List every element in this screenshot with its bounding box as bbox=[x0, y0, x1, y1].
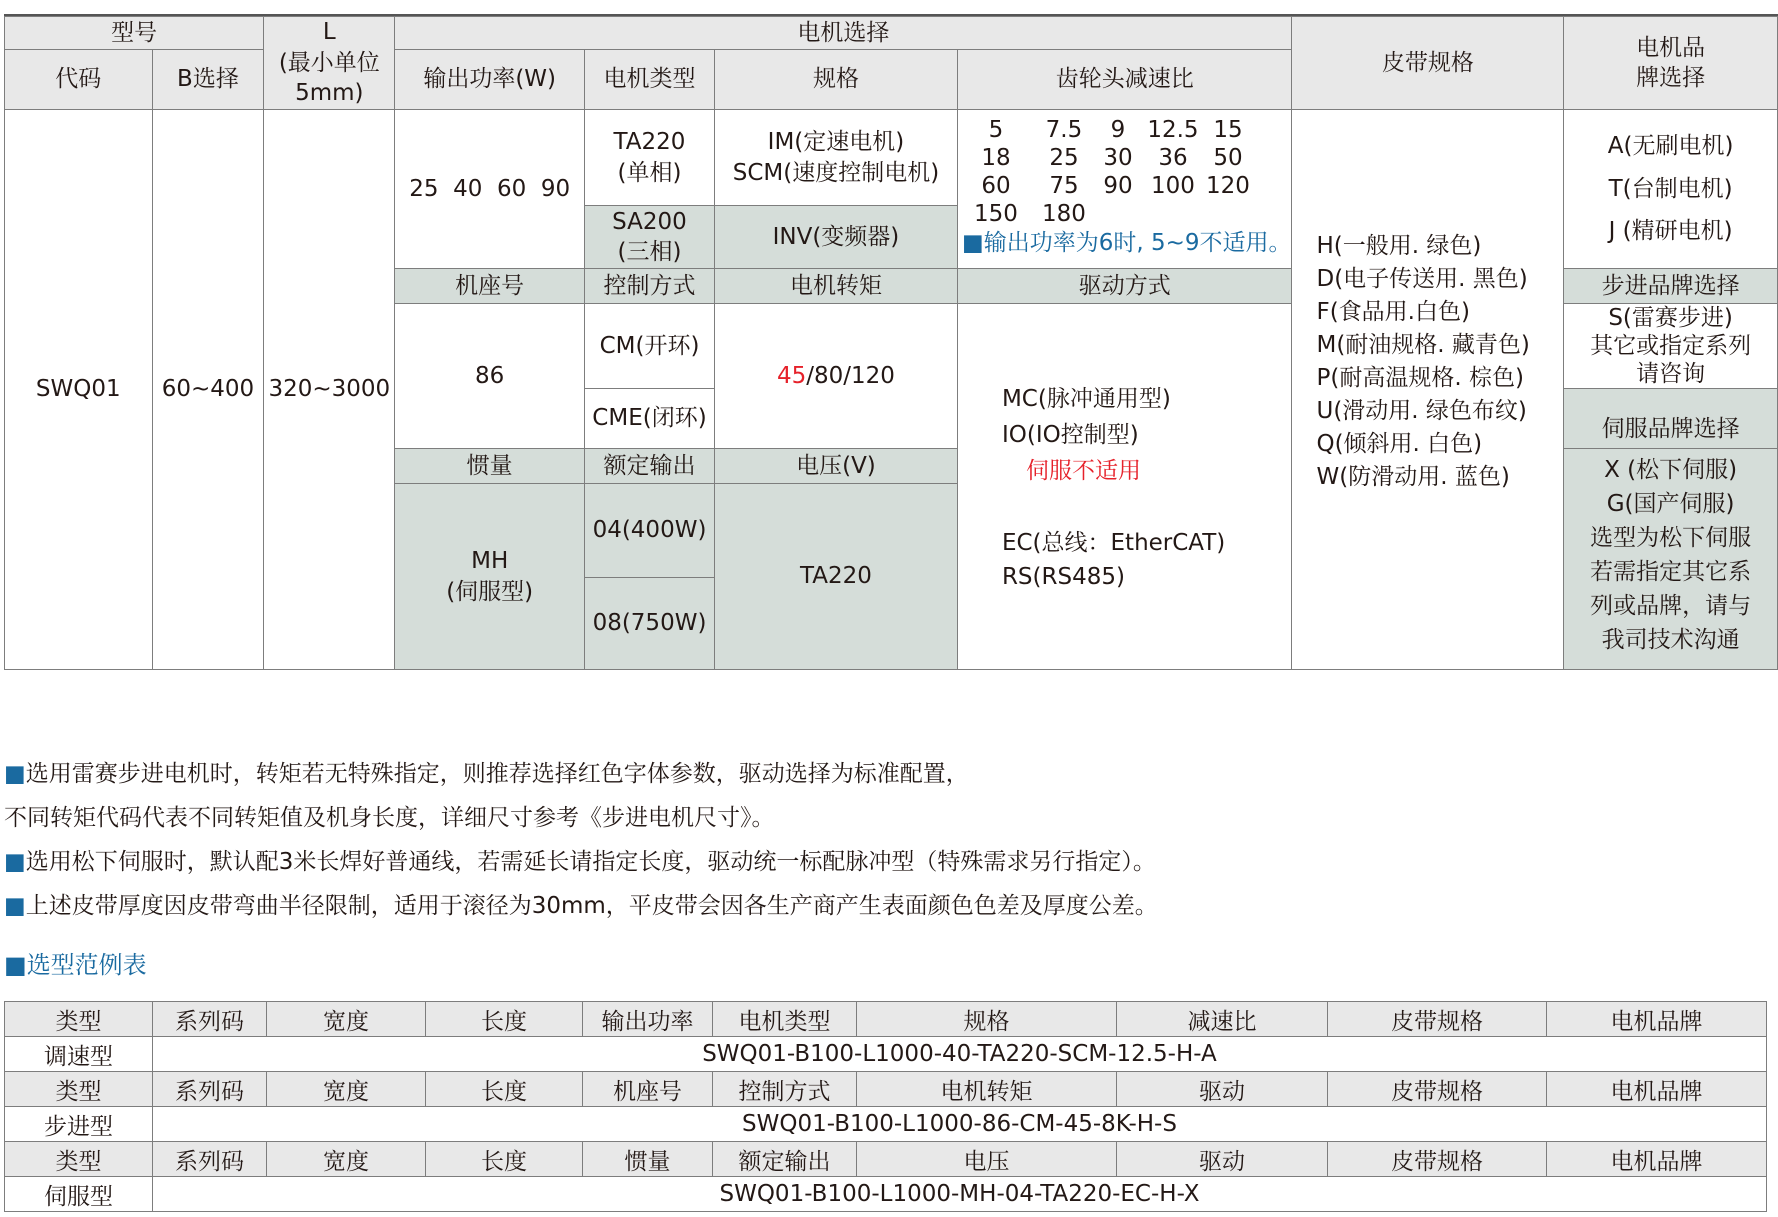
example-header-cell: 电机类型 bbox=[713, 1002, 857, 1037]
example-header-cell: 驱动 bbox=[1117, 1142, 1328, 1177]
belt-item: H(一般用. 绿色) bbox=[1316, 233, 1482, 259]
mh-desc: (伺服型) bbox=[446, 578, 534, 605]
mh-label: MH bbox=[471, 548, 509, 575]
example-header-1 bbox=[5, 1002, 1767, 1037]
gear-ratio-value: 15 bbox=[1213, 117, 1243, 143]
gear-ratio-grid bbox=[958, 116, 1292, 228]
note-2-mark: ■ bbox=[4, 849, 26, 875]
example-code: SWQ01-B100-L1000-40-TA220-SCM-12.5-H-A bbox=[153, 1037, 1767, 1072]
l-range-cell: 320~3000 bbox=[264, 110, 395, 670]
ta220-cell bbox=[585, 110, 715, 206]
belt-item: P(耐高温规格. 棕色) bbox=[1316, 365, 1524, 391]
inv-cell: INV(变频器) bbox=[714, 206, 957, 269]
example-title bbox=[4, 945, 147, 980]
b-range-cell: 60~400 bbox=[152, 110, 264, 670]
gear-ratio-value: 36 bbox=[1158, 145, 1188, 171]
servo-brand-line4: 若需指定其它系 bbox=[1590, 559, 1752, 585]
header-motor-type: 电机类型 bbox=[585, 50, 715, 110]
note-1-text: 选用雷赛步进电机时，转矩若无特殊指定，则推荐选择红色字体参数，驱动选择为标准配置， bbox=[25, 761, 969, 787]
stepper-brand-line1: S(雷赛步进) bbox=[1608, 305, 1733, 331]
example-title-mark: ■ bbox=[4, 951, 27, 979]
example-type: 调速型 bbox=[5, 1037, 153, 1072]
example-header-cell: 宽度 bbox=[267, 1072, 426, 1107]
brand-j: J (精研电机) bbox=[1608, 218, 1733, 245]
power-cell: 25 40 60 90 bbox=[395, 110, 585, 269]
brand-cell bbox=[1564, 110, 1778, 269]
gear-ratio-value: 9 bbox=[1110, 117, 1126, 143]
im-label: IM(定速电机) bbox=[767, 129, 905, 156]
example-header-cell: 控制方式 bbox=[713, 1072, 857, 1107]
gear-ratio-value: 12.5 bbox=[1147, 117, 1199, 143]
gear-ratio-value: 180 bbox=[1042, 201, 1086, 227]
header-servo-brand: 伺服品牌选择 bbox=[1564, 389, 1778, 449]
example-title-text: 选型范例表 bbox=[26, 951, 147, 979]
sa200-label: SA200 bbox=[612, 208, 687, 235]
gear-ratio-value: 100 bbox=[1151, 173, 1195, 199]
example-header-cell: 机座号 bbox=[583, 1072, 713, 1107]
mh-cell bbox=[395, 484, 585, 670]
gear-ratio-value bbox=[1142, 200, 1204, 228]
frame-cell: 86 bbox=[395, 304, 585, 449]
example-header-cell: 电机品牌 bbox=[1547, 1142, 1767, 1177]
example-row-speed bbox=[5, 1037, 1767, 1072]
brand-a: A(无刷电机) bbox=[1607, 133, 1734, 160]
stepper-brand-line3: 请咨询 bbox=[1636, 361, 1706, 387]
belt-item: F(食品用.白色) bbox=[1316, 299, 1470, 325]
gear-note bbox=[958, 228, 1292, 258]
example-header-cell: 电机品牌 bbox=[1547, 1002, 1767, 1037]
belt-cell bbox=[1292, 110, 1564, 670]
gear-ratio-value bbox=[1094, 200, 1142, 228]
header-length-mm: 5mm) bbox=[295, 80, 364, 107]
torque-others: /80/120 bbox=[806, 362, 895, 389]
gear-note-text: 输出功率为6时, 5~9不适用。 bbox=[983, 230, 1292, 256]
gear-ratio-row bbox=[958, 172, 1292, 200]
torque-cell bbox=[714, 304, 957, 449]
header-gear: 齿轮头减速比 bbox=[957, 50, 1292, 110]
header-drive: 驱动方式 bbox=[957, 269, 1292, 304]
gear-ratio-value: 120 bbox=[1206, 173, 1250, 199]
example-header-cell: 长度 bbox=[426, 1002, 583, 1037]
note-1-mark: ■ bbox=[4, 761, 26, 787]
example-header-cell: 宽度 bbox=[267, 1142, 426, 1177]
servo-brand-line6: 我司技术沟通 bbox=[1601, 627, 1740, 653]
example-header-cell: 类型 bbox=[5, 1072, 153, 1107]
drive-ec: EC(总线：EtherCAT) bbox=[1001, 529, 1226, 556]
notes bbox=[4, 752, 1158, 928]
gear-ratio-value: 75 bbox=[1049, 173, 1079, 199]
gear-ratio-value: 150 bbox=[974, 201, 1018, 227]
voltage-cell: TA220 bbox=[714, 484, 957, 670]
gear-ratio-row bbox=[958, 144, 1292, 172]
ta220-label: TA220 bbox=[613, 129, 686, 156]
note-2-text: 选用松下伺服时，默认配3米长焊好普通线，若需延长请指定长度，驱动统一标配脉冲型（特殊需求另行指定）。 bbox=[25, 849, 1156, 875]
header-rated: 额定输出 bbox=[585, 449, 715, 484]
gear-cell bbox=[957, 110, 1292, 269]
example-row-servo bbox=[5, 1177, 1767, 1212]
gear-ratio-value: 50 bbox=[1213, 145, 1243, 171]
header-model: 型号 bbox=[5, 17, 264, 50]
example-table bbox=[4, 1001, 1767, 1212]
example-header-3 bbox=[5, 1142, 1767, 1177]
example-header-cell: 类型 bbox=[5, 1142, 153, 1177]
header-motor-select: 电机选择 bbox=[395, 17, 1292, 50]
rated-08-cell: 08(750W) bbox=[585, 578, 715, 670]
gear-ratio-value: 60 bbox=[981, 173, 1011, 199]
gear-ratio-value: 90 bbox=[1103, 173, 1133, 199]
code-cell: SWQ01 bbox=[5, 110, 153, 670]
example-header-cell: 系列码 bbox=[153, 1142, 267, 1177]
rated-04-cell: 04(400W) bbox=[585, 484, 715, 578]
example-header-cell: 类型 bbox=[5, 1002, 153, 1037]
note-2 bbox=[4, 840, 1158, 884]
note-1-cont: 不同转矩代码代表不同转矩值及机身长度，详细尺寸参考《步进电机尺寸》。 bbox=[4, 805, 775, 831]
header-brand bbox=[1564, 17, 1778, 110]
example-header-cell: 长度 bbox=[426, 1072, 583, 1107]
example-code: SWQ01-B100-L1000-86-CM-45-8K-H-S bbox=[153, 1107, 1767, 1142]
gear-ratio-value bbox=[1204, 200, 1252, 228]
header-frame: 机座号 bbox=[395, 269, 585, 304]
gear-note-mark: ■ bbox=[961, 230, 984, 256]
servo-brand-line3: 选型为松下伺服 bbox=[1590, 525, 1752, 551]
stepper-brand-cell bbox=[1564, 304, 1778, 389]
example-header-cell: 惯量 bbox=[583, 1142, 713, 1177]
example-header-cell: 电机转矩 bbox=[857, 1072, 1117, 1107]
drive-spacer bbox=[1002, 489, 1292, 525]
example-code: SWQ01-B100-L1000-MH-04-TA220-EC-H-X bbox=[153, 1177, 1767, 1212]
stepper-brand-line2: 其它或指定系列 bbox=[1590, 333, 1752, 359]
gear-ratio-value: 25 bbox=[1049, 145, 1079, 171]
header-code: 代码 bbox=[5, 50, 153, 110]
drive-cell bbox=[957, 304, 1292, 670]
sa200-cell bbox=[585, 206, 715, 269]
cme-cell: CME(闭环) bbox=[585, 389, 715, 449]
belt-item: M(耐油规格. 藏青色) bbox=[1316, 332, 1530, 358]
gear-ratio-value: 5 bbox=[988, 117, 1004, 143]
example-header-cell: 系列码 bbox=[153, 1072, 267, 1107]
gear-ratio-value: 18 bbox=[981, 145, 1011, 171]
header-control: 控制方式 bbox=[585, 269, 715, 304]
servo-brand-line5: 列或品牌，请与 bbox=[1590, 593, 1752, 619]
im-scm-cell bbox=[714, 110, 957, 206]
gear-ratio-value: 30 bbox=[1103, 145, 1133, 171]
spec-table bbox=[4, 16, 1778, 670]
example-header-cell: 额定输出 bbox=[713, 1142, 857, 1177]
example-header-cell: 输出功率 bbox=[583, 1002, 713, 1037]
header-voltage: 电压(V) bbox=[714, 449, 957, 484]
drive-rs: RS(RS485) bbox=[1001, 563, 1125, 590]
example-header-cell: 皮带规格 bbox=[1328, 1142, 1547, 1177]
example-header-cell: 电机品牌 bbox=[1547, 1072, 1767, 1107]
belt-item: Q(倾斜用. 白色) bbox=[1316, 431, 1483, 457]
header-power: 输出功率(W) bbox=[395, 50, 585, 110]
ta220-phase: (单相) bbox=[617, 159, 682, 186]
drive-servo-note: 伺服不适用 bbox=[1025, 457, 1141, 484]
note-3-mark: ■ bbox=[4, 893, 26, 919]
gear-ratio-value: 7.5 bbox=[1045, 117, 1083, 143]
header-spec: 规格 bbox=[714, 50, 957, 110]
drive-mc: MC(脉冲通用型) bbox=[1001, 385, 1171, 412]
example-header-cell: 规格 bbox=[857, 1002, 1117, 1037]
header-length-unit: (最小单位 bbox=[278, 49, 380, 76]
header-b: B选择 bbox=[152, 50, 264, 110]
note-3-text: 上述皮带厚度因皮带弯曲半径限制，适用于滚径为30mm，平皮带会因各生产商产生表面颜色色差及厚度公差。 bbox=[25, 893, 1158, 919]
example-header-cell: 系列码 bbox=[153, 1002, 267, 1037]
note-1 bbox=[4, 752, 1158, 796]
header-inertia: 惯量 bbox=[395, 449, 585, 484]
gear-ratio-row bbox=[958, 116, 1292, 144]
sa200-phase: (三相) bbox=[617, 239, 682, 265]
header-brand-line1: 电机品 bbox=[1636, 34, 1706, 61]
example-header-cell: 电压 bbox=[857, 1142, 1117, 1177]
example-header-cell: 皮带规格 bbox=[1328, 1002, 1547, 1037]
header-length bbox=[264, 17, 395, 110]
gear-ratio-row bbox=[958, 200, 1292, 228]
example-header-cell: 驱动 bbox=[1117, 1072, 1328, 1107]
brand-t: T(台制电机) bbox=[1608, 175, 1733, 202]
servo-brand-cell bbox=[1564, 449, 1778, 670]
belt-item: D(电子传送用. 黑色) bbox=[1316, 266, 1528, 292]
header-brand-line2: 牌选择 bbox=[1636, 65, 1706, 91]
example-header-cell: 皮带规格 bbox=[1328, 1072, 1547, 1107]
header-stepper-brand: 步进品牌选择 bbox=[1564, 269, 1778, 304]
belt-item: U(滑动用. 绿色布纹) bbox=[1316, 398, 1527, 424]
example-header-cell: 长度 bbox=[426, 1142, 583, 1177]
torque-recommended: 45 bbox=[776, 362, 807, 389]
belt-list bbox=[1316, 230, 1563, 494]
header-torque: 电机转矩 bbox=[714, 269, 957, 304]
example-row-stepper bbox=[5, 1107, 1767, 1142]
drive-io: IO(IO控制型) bbox=[1001, 421, 1139, 448]
example-type: 步进型 bbox=[5, 1107, 153, 1142]
cm-cell: CM(开环) bbox=[585, 304, 715, 389]
example-header-cell: 宽度 bbox=[267, 1002, 426, 1037]
servo-brand-line2: G(国产伺服) bbox=[1606, 491, 1735, 517]
servo-brand-line1: X (松下伺服) bbox=[1604, 457, 1738, 483]
example-type: 伺服型 bbox=[5, 1177, 153, 1212]
example-header-cell: 减速比 bbox=[1117, 1002, 1328, 1037]
belt-item: W(防滑动用. 蓝色) bbox=[1316, 464, 1510, 490]
scm-label: SCM(速度控制电机) bbox=[732, 159, 940, 186]
header-belt: 皮带规格 bbox=[1292, 17, 1564, 110]
note-3 bbox=[4, 884, 1158, 928]
example-header-2 bbox=[5, 1072, 1767, 1107]
header-length-l: L bbox=[322, 19, 336, 46]
